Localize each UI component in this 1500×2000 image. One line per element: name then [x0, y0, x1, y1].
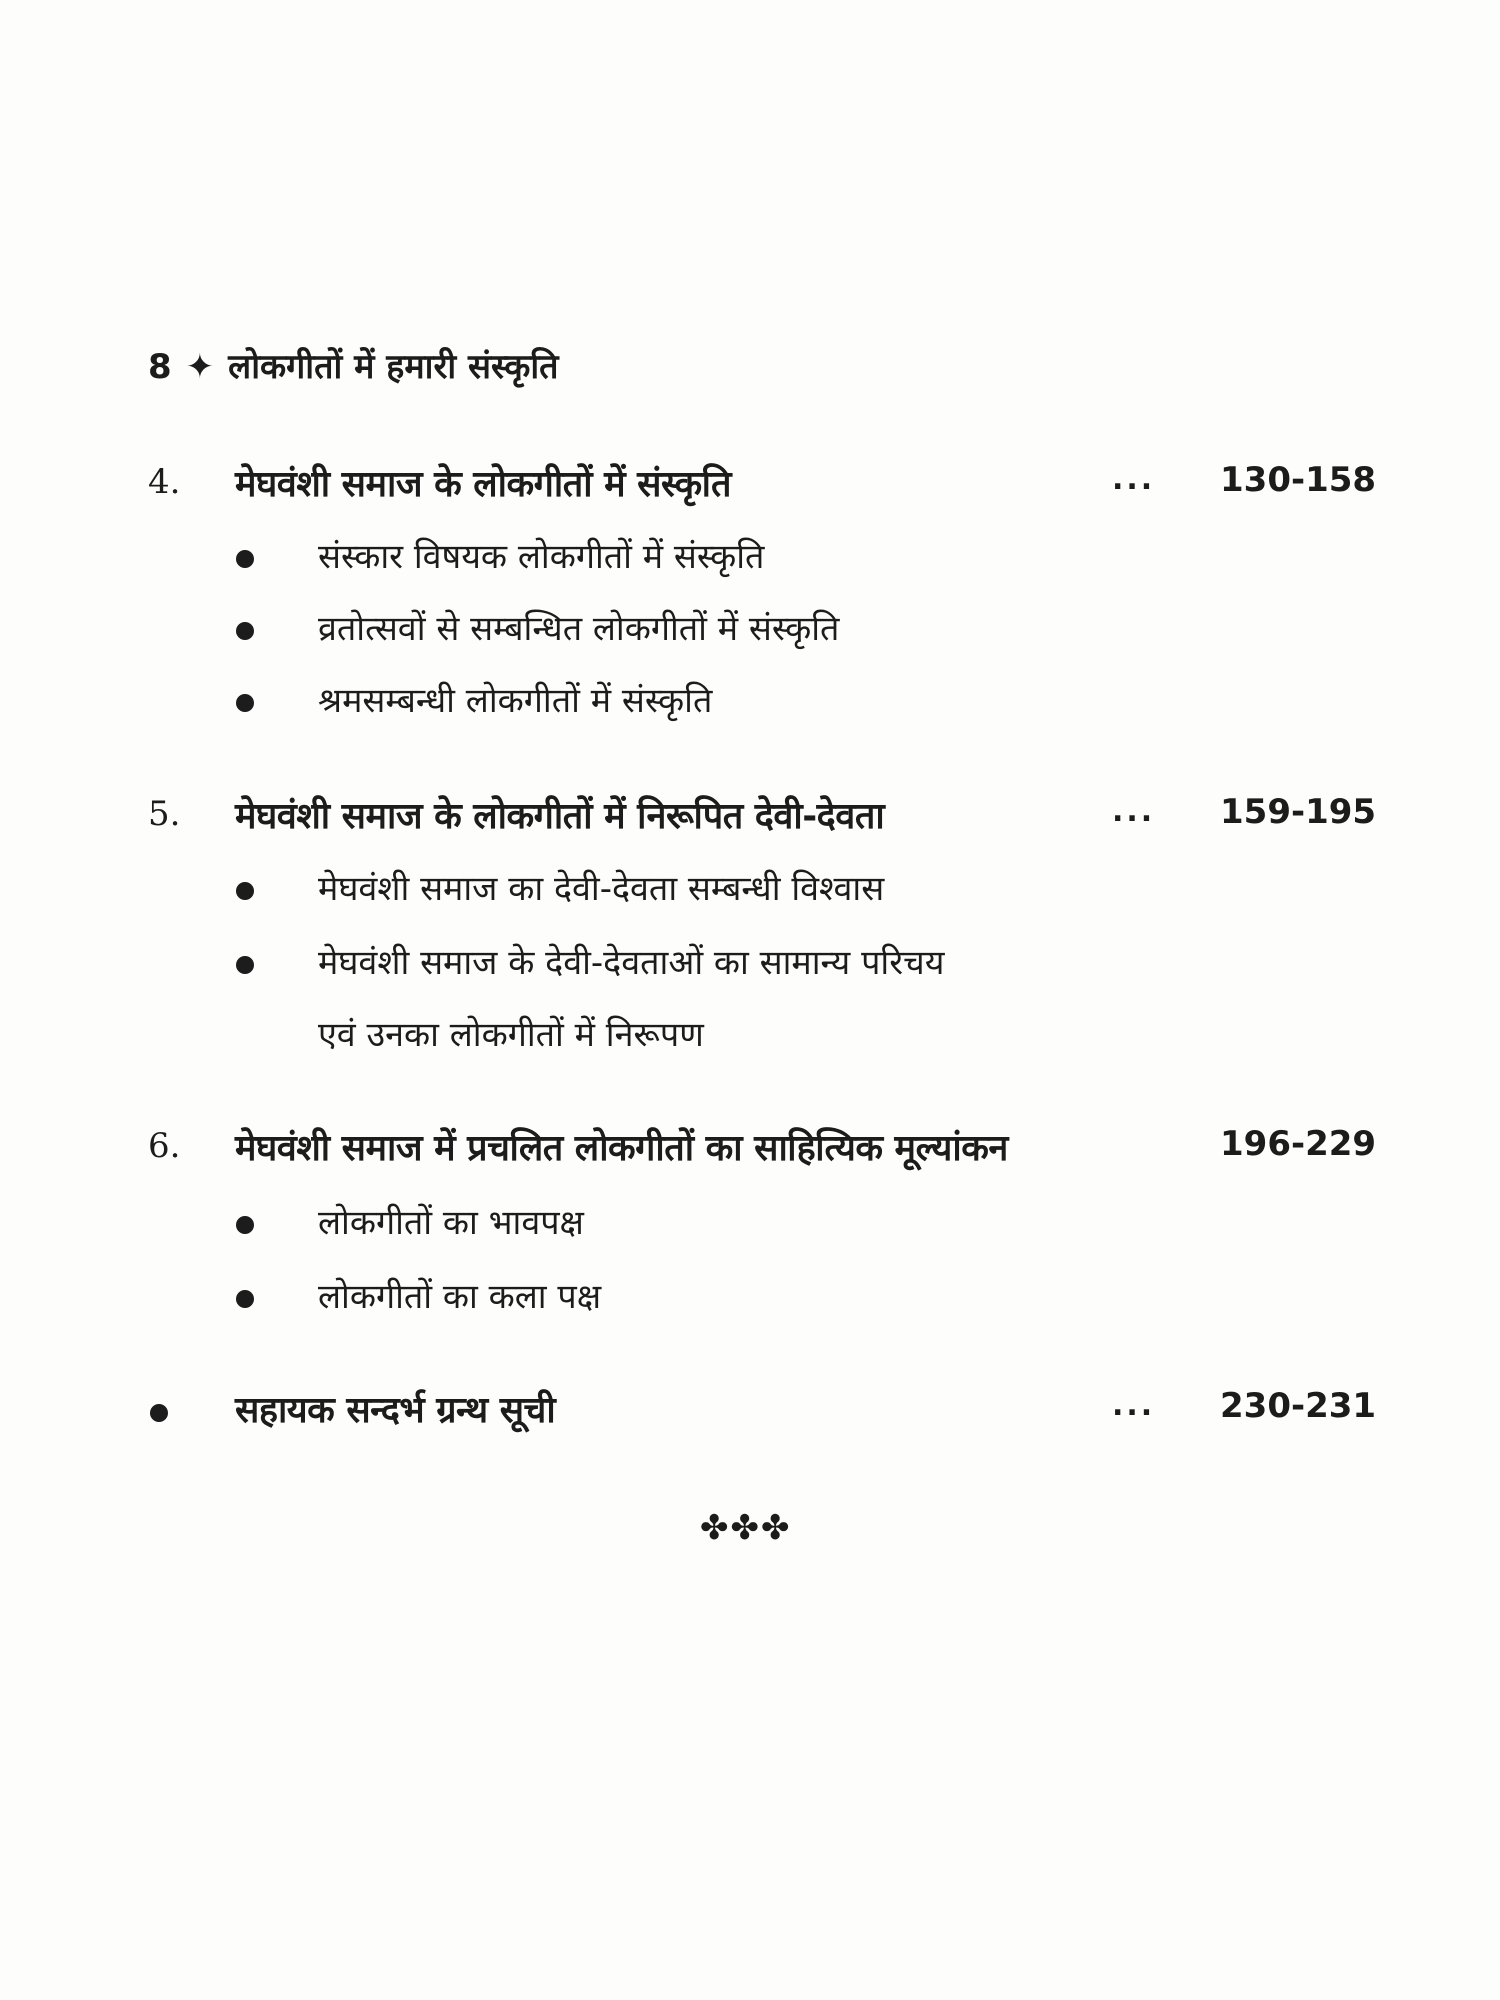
running-header — [148, 342, 559, 388]
subitem: संस्कार विषयक लोकगीतों में संस्कृति — [318, 537, 765, 577]
subitem-continuation: एवं उनका लोकगीतों में निरूपण — [318, 1015, 704, 1055]
book-title: लोकगीतों में हमारी संस्कृति — [228, 347, 559, 387]
bullet-icon — [236, 694, 254, 712]
chapter-pages: 130-158 — [1220, 460, 1377, 500]
subitem: मेघवंशी समाज के देवी-देवताओं का सामान्य परिचय — [318, 943, 945, 983]
bullet-icon — [236, 882, 254, 900]
subitem: मेघवंशी समाज का देवी-देवता सम्बन्धी विश्वास — [318, 869, 885, 909]
bullet-icon — [236, 956, 254, 974]
bullet-icon — [236, 622, 254, 640]
bibliography-title[interactable]: सहायक सन्दर्भ ग्रन्थ सूची — [235, 1390, 556, 1431]
end-ornament-icon: ✤✤✤ — [700, 1508, 792, 1548]
subitem: श्रमसम्बन्धी लोकगीतों में संस्कृति — [318, 681, 713, 721]
dot-leader: ... — [1112, 462, 1156, 497]
dot-leader: ... — [1112, 1388, 1156, 1423]
subitem: लोकगीतों का कला पक्ष — [318, 1277, 602, 1317]
bullet-icon — [236, 550, 254, 568]
chapter-title[interactable]: मेघवंशी समाज के लोकगीतों में निरूपित देवी-देवता — [235, 796, 885, 837]
bullet-icon — [236, 1216, 254, 1234]
bibliography-pages: 230-231 — [1220, 1386, 1377, 1426]
bullet-icon — [236, 1290, 254, 1308]
chapter-pages: 196-229 — [1220, 1124, 1377, 1164]
subitem: व्रतोत्सवों से सम्बन्धित लोकगीतों में संस्कृति — [318, 609, 840, 649]
chapter-pages: 159-195 — [1220, 792, 1377, 832]
subitem: लोकगीतों का भावपक्ष — [318, 1203, 584, 1243]
chapter-number: 5. — [148, 794, 181, 834]
dot-leader: ... — [1112, 794, 1156, 829]
chapter-number: 6. — [148, 1126, 181, 1166]
chapter-title[interactable]: मेघवंशी समाज में प्रचलित लोकगीतों का साहित्यिक मूल्यांकन — [235, 1128, 1008, 1169]
page-number: 8 — [148, 347, 172, 387]
chapter-number: 4. — [148, 462, 181, 502]
star-separator-icon: ✦ — [185, 347, 215, 387]
chapter-title[interactable]: मेघवंशी समाज के लोकगीतों में संस्कृति — [235, 464, 732, 505]
bullet-icon — [150, 1404, 168, 1422]
